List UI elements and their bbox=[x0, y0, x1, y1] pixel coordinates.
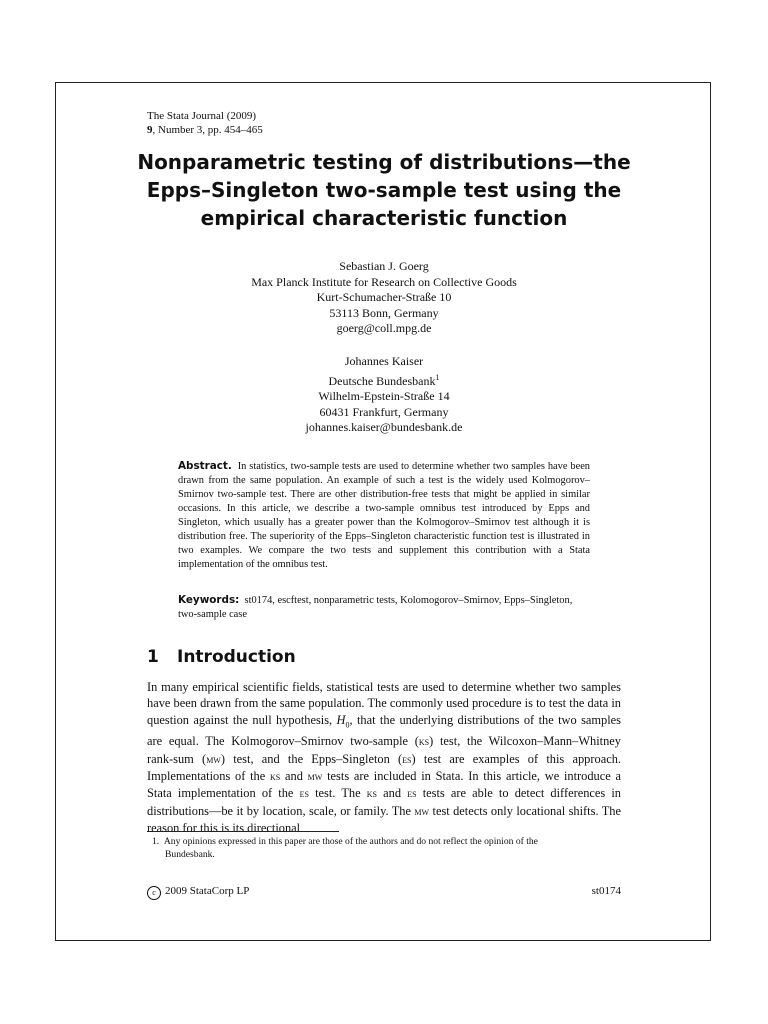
article-code: st0174 bbox=[591, 885, 621, 897]
copyright bbox=[147, 885, 249, 900]
author-city: 60431 Frankfurt, Germany bbox=[319, 404, 449, 419]
body-fragment: and bbox=[285, 768, 303, 783]
footnote bbox=[152, 836, 622, 861]
journal-name: The Stata Journal (2009) bbox=[147, 110, 257, 122]
section-number: 1 bbox=[147, 647, 159, 667]
body-fragment: test detects only locational shifts. The reason for this is its directional bbox=[147, 803, 621, 835]
footnote-marker: 1 bbox=[435, 372, 440, 382]
title-line-1: Nonparametric testing of distributions—the bbox=[137, 150, 631, 174]
footnote-text: Any opinions expressed in this paper are those of the authors and do not reflect the opinion of the bbox=[163, 836, 538, 847]
body-fragment: In many empirical scientific fields, statistical tests are used to determine whether two samples have been drawn from the same population. The commonly used procedure is to test the data in question against the null hypothesis, bbox=[147, 680, 621, 727]
keywords-text: st0174, escftest, nonparametric tests, Kolomogorov–Smirnov, Epps–Singleton, two-sample case bbox=[178, 595, 573, 620]
abstract bbox=[178, 459, 590, 572]
body-fragment: and bbox=[383, 786, 402, 801]
author-block-1 bbox=[147, 259, 621, 337]
author-institution: Deutsche Bundesbank bbox=[328, 373, 436, 388]
author-email: johannes.kaiser@bundesbank.de bbox=[305, 420, 463, 434]
author-name: Sebastian J. Goerg bbox=[339, 259, 429, 273]
body-fragment: ) test, and the Epps–Singleton ( bbox=[220, 751, 403, 766]
abstract-label: Abstract. bbox=[178, 460, 232, 472]
abbr-es: es bbox=[407, 788, 417, 801]
abbr-es: es bbox=[299, 788, 309, 801]
abbr-mw: mw bbox=[414, 805, 430, 818]
abstract-text: In statistics, two-sample tests are used to determine whether two samples have been drawn from the same population. An example of such a test is the widely used Kolmogorov–Smirnov two-sample test. There are other distribution-free tests that might be applied in similar occasions. In this article, we describe a two-sample omnibus test introduced by Epps and Singleton, which usually has a greater power than the Kolmogorov–Smirnov test although it is distribution free. The superiority of the Epps–Singleton characteristic function test is illustrated in two examples. We compare the two tests and supplement this contribution with a Stata implementation of the omnibus test. bbox=[178, 461, 590, 570]
copyright-symbol: c bbox=[147, 886, 161, 900]
section-title: Introduction bbox=[177, 647, 296, 667]
title-line-2: Epps–Singleton two-sample test using the bbox=[146, 178, 622, 202]
body-fragment: ) test, the Wilcoxon–Mann–Whitney rank-sum ( bbox=[147, 734, 621, 766]
abbr-ks: ks bbox=[270, 770, 281, 783]
abbr-ks: ks bbox=[418, 736, 430, 749]
author-block-2 bbox=[147, 354, 621, 436]
author-name: Johannes Kaiser bbox=[344, 354, 424, 368]
abbr-ks: ks bbox=[366, 788, 377, 801]
copyright-text: 2009 StataCorp LP bbox=[165, 885, 250, 897]
author-institution: Max Planck Institute for Research on Collective Goods bbox=[251, 274, 517, 289]
paper-title bbox=[120, 148, 648, 232]
body-fragment: tests are included in Stata. In this article, we introduce a Stata implementation of the bbox=[147, 768, 621, 801]
author-email: goerg@coll.mpg.de bbox=[336, 321, 432, 335]
keywords bbox=[178, 593, 590, 622]
abbr-mw: mw bbox=[307, 770, 323, 783]
keywords-label: Keywords: bbox=[178, 594, 240, 606]
journal-volume: 9 bbox=[147, 124, 153, 136]
body-fragment: ) test are examples of this approach. Implementations of the bbox=[147, 751, 621, 783]
body-text bbox=[147, 679, 621, 836]
body-fragment: tests are able to detect differences in distributions—be it by location, scale, or family. The bbox=[147, 786, 622, 818]
footnote-rule bbox=[147, 831, 339, 832]
section-heading bbox=[147, 647, 296, 667]
author-street: Kurt-Schumacher-Straße 10 bbox=[316, 290, 452, 304]
author-city: 53113 Bonn, Germany bbox=[329, 305, 439, 320]
body-fragment: , that the underlying distributions of the two samples are equal. The Kolmogorov–Smirnov two-sample ( bbox=[147, 712, 621, 749]
journal-volume-line bbox=[147, 123, 263, 137]
body-fragment: test. The bbox=[315, 786, 361, 801]
math-h: H bbox=[336, 712, 346, 727]
author-street: Wilhelm-Epstein-Straße 14 bbox=[318, 389, 450, 403]
author-institution-line bbox=[147, 370, 621, 390]
abbr-mw: mw bbox=[206, 753, 221, 766]
footnote-number: 1. bbox=[152, 836, 160, 847]
title-line-3: empirical characteristic function bbox=[200, 206, 568, 230]
math-h-sub: 0 bbox=[345, 720, 350, 730]
footnote-text-cont: Bundesbank. bbox=[165, 848, 215, 860]
journal-header bbox=[147, 109, 263, 137]
abbr-es: es bbox=[402, 753, 412, 766]
journal-issue-pages: , Number 3, pp. 454–465 bbox=[152, 124, 263, 136]
